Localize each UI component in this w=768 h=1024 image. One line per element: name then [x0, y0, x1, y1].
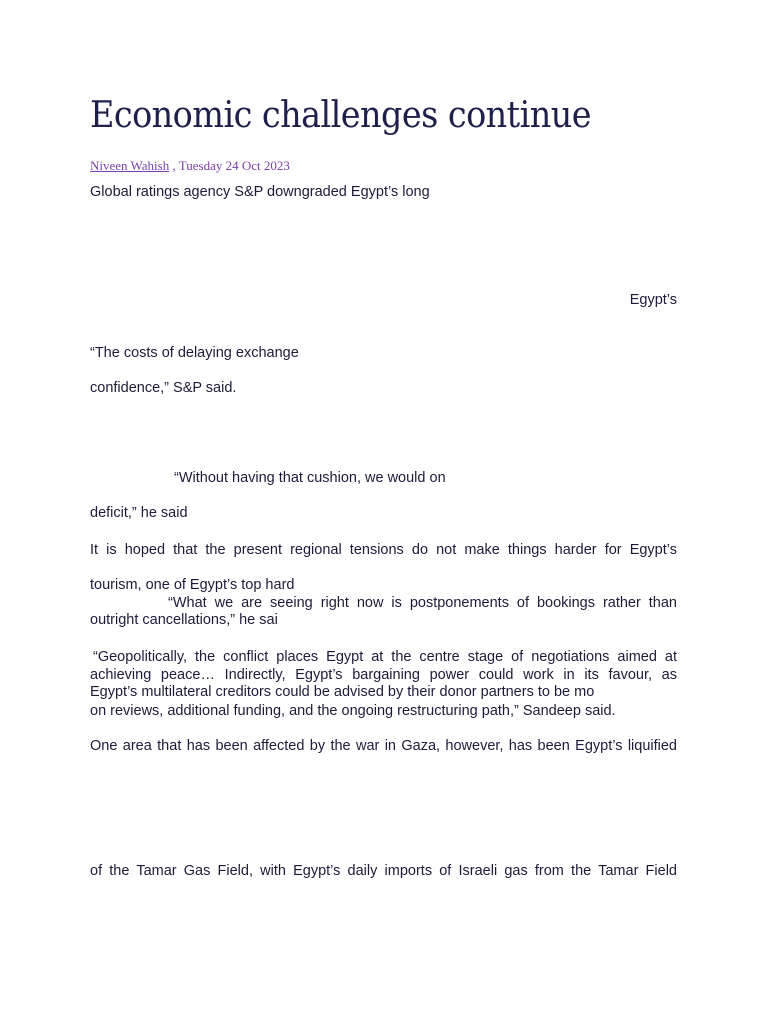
byline [90, 157, 290, 175]
body-line: of the Tamar Gas Field, with Egypt’s daily imports of Israeli gas from the Tamar Field [90, 863, 677, 879]
article-title: Economic challenges continue [90, 95, 592, 136]
body-line: tourism, one of Egypt’s top hard [90, 577, 295, 593]
body-line: Global ratings agency S&P downgraded Egypt’s long [90, 184, 430, 200]
body-line: One area that has been affected by the war in Gaza, however, has been Egypt’s liquified [90, 738, 677, 754]
body-line: “The costs of delaying exchange [90, 345, 299, 361]
body-line: “What we are seeing right now is postponements of bookings rather than [168, 595, 677, 611]
author-link[interactable]: Niveen Wahish [90, 158, 170, 173]
body-line: on reviews, additional funding, and the ongoing restructuring path,” Sandeep said. [90, 703, 616, 719]
body-line: deficit,” he said [90, 505, 188, 521]
body-line: achieving peace… Indirectly, Egypt’s bargaining power could work in its favour, as [90, 667, 677, 683]
body-line: “Without having that cushion, we would on [174, 470, 446, 486]
body-line: It is hoped that the present regional tensions do not make things harder for Egypt’s [90, 542, 677, 558]
publish-date: Tuesday 24 Oct 2023 [178, 158, 290, 173]
body-line: confidence,” S&P said. [90, 380, 237, 396]
body-line: Egypt’s [629, 292, 677, 308]
body-line: “Geopolitically, the conflict places Egypt at the centre stage of negotiations aimed at [93, 649, 677, 665]
body-line: outright cancellations,” he sai [90, 612, 278, 628]
body-line: Egypt’s multilateral creditors could be advised by their donor partners to be mo [90, 684, 595, 700]
byline-separator: , [169, 158, 179, 173]
